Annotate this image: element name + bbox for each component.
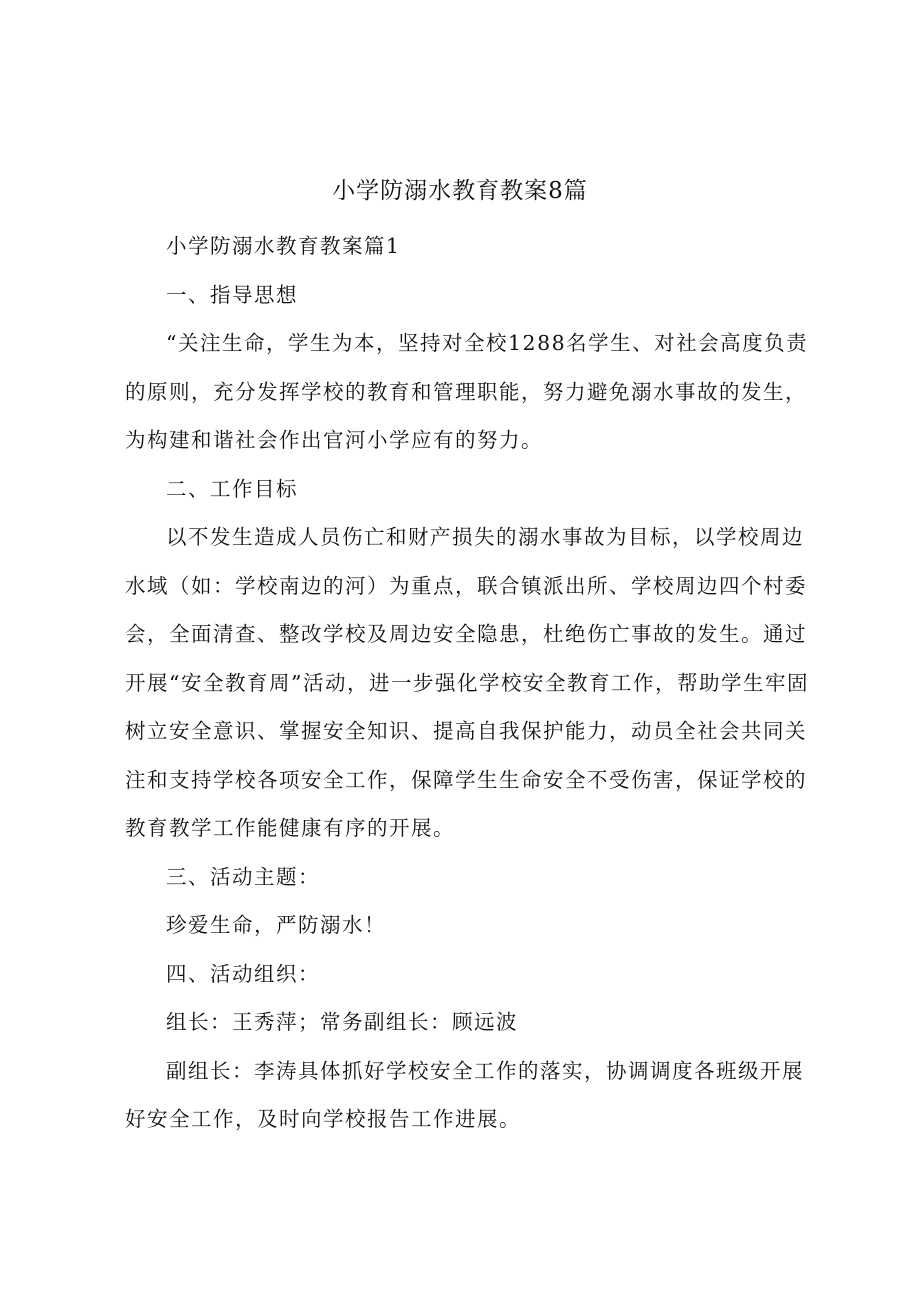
paragraph-activity-theme: 珍爱生命，严防溺水！ [166,913,386,937]
paragraph-group-leaders: 组长：王秀萍；常务副组长：顾远波 [166,1010,518,1034]
paragraph-work-goals: 以不发生造成人员伤亡和财产损失的溺水事故为目标，以学校周边水域（如：学校南边的河）为重点，联合镇派出所、学校周边四个村委会，全面清查、整改学校及周边安全隐患，杜绝伤亡事故的发生。通过开展“安全教育周”活动，进一步强化学校安全教育工作，帮助学生牢固树立安全意识、掌握安全知识、提高自我保护能力，动员全社会共同关注和支持学校各项安全工作，保障学生生命安全不受伤害，保证学校的教育教学工作能健康有序的开展。 [125,525,809,840]
section-heading-activity-theme: 三、活动主题： [166,864,320,889]
section-heading-guiding-ideology: 一、指导思想 [166,282,298,307]
document-title: 小学防溺水教育教案8篇 [332,178,588,204]
section-heading-activity-organization: 四、活动组织： [166,961,320,986]
document-body [125,222,825,1144]
section-heading-article-1: 小学防溺水教育教案篇1 [166,234,401,258]
paragraph-guiding-ideology: “关注生命，学生为本，坚持对全校1288名学生、对社会高度负责的原则，充分发挥学校的教育和管理职能，努力避免溺水事故的发生，为构建和谐社会作出官河小学应有的努力。 [125,331,809,452]
paragraph-deputy-leader: 副组长：李涛具体抓好学校安全工作的落实，协调调度各班级开展好安全工作，及时向学校报告工作进展。 [125,1058,804,1131]
section-heading-work-goals: 二、工作目标 [166,476,298,501]
